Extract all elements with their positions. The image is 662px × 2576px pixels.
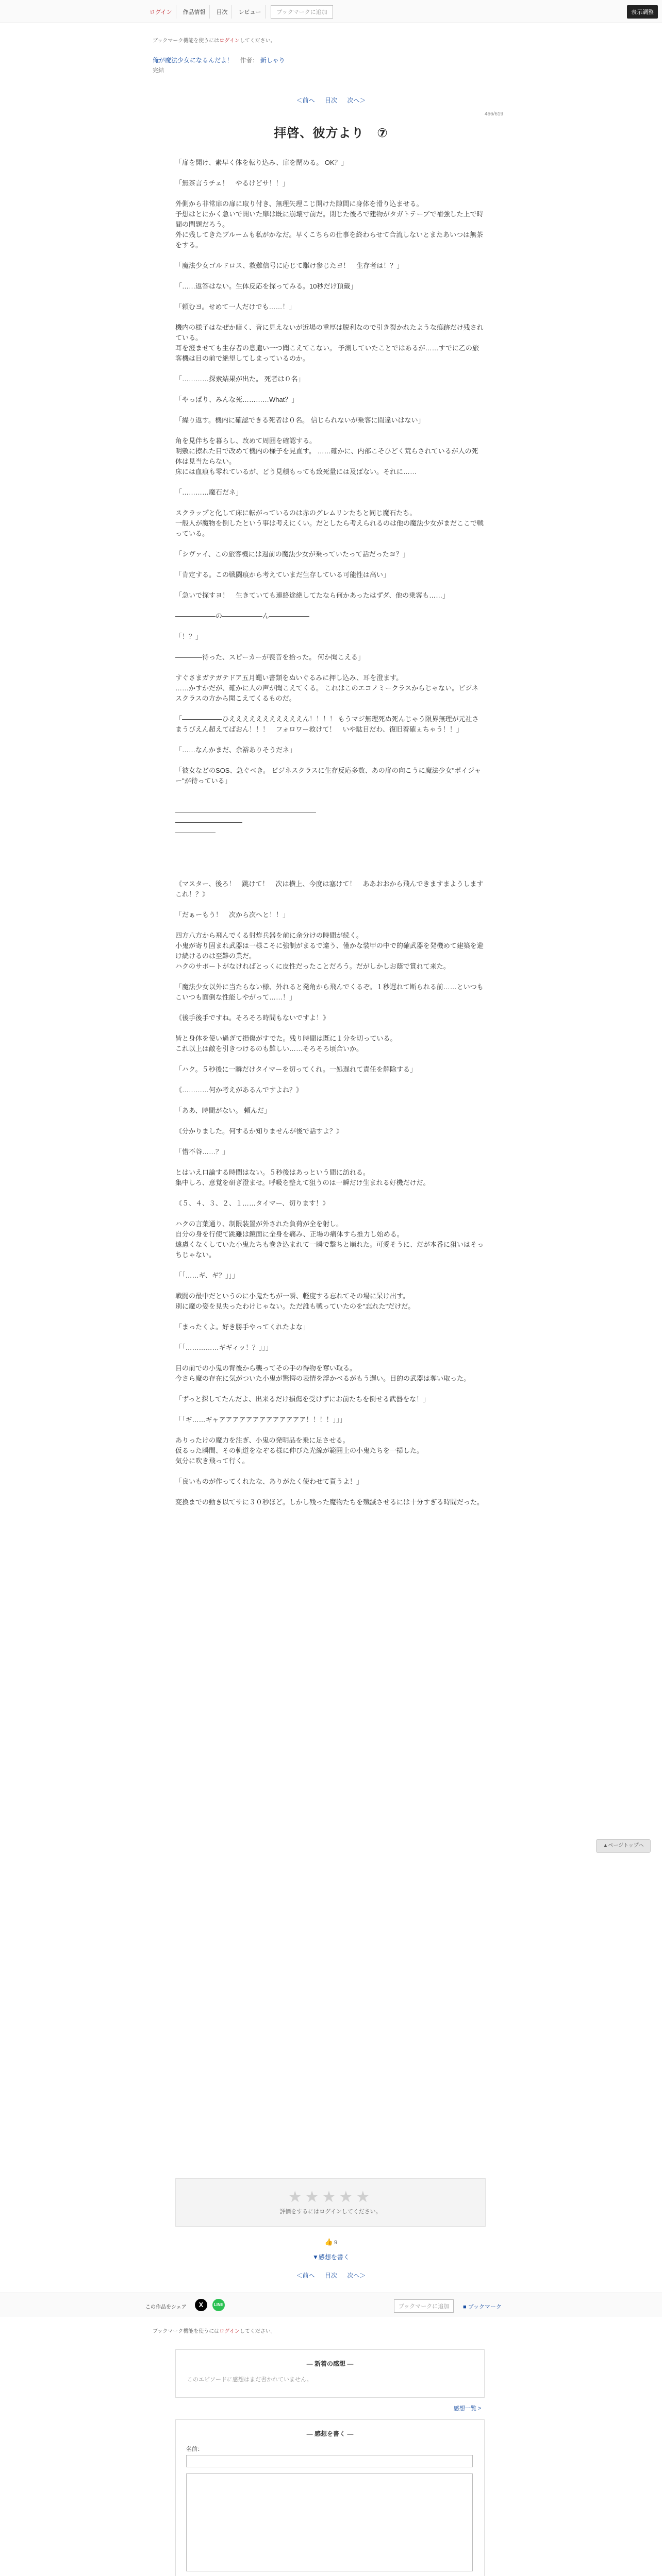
share-label: この作品をシェア	[145, 2304, 187, 2310]
body-paragraph: 「……なんかまだ、余裕ありそうだネ」	[175, 746, 296, 754]
body-paragraph: 《マスター、後ろ！ 跳けて！ 次は横上、今度は塞けて！ ああおおから飛んできますまようしますこれ！？》	[175, 880, 484, 898]
body-paragraph: 「頼むヨ。せめて一人だけでも……！」	[175, 303, 296, 311]
bookmark-login-notice	[153, 36, 276, 44]
body-paragraph: 戦闘の最中だというのに小鬼たちが一瞬、軽度する忘れてその場に呆け出す。 別に魔の姿を見失ったわけじゃない。ただ誰も戦っていたのを"忘れた"だけだ。	[175, 1292, 415, 1310]
latest-impressions-title: ― 新着の感想 ―	[306, 2360, 354, 2367]
bookmark-link[interactable]: ■ ブックマーク	[463, 2304, 502, 2310]
body-paragraph: すぐさまガテガテドア五月蠅い書類をぬいぐるみに押し込み、耳を澄ます。 ……かすかだが、確かに人の声が聞こえてくる。 これはこのエコノミークラスからじゃない。ビジネスクラスの方から聞こえてくるものだ。	[175, 674, 478, 702]
body-paragraph: ありったけの魔力を注ぎ、小鬼の発明品を乗に足させる。 仮るった瞬間、その軌道をなぞる様に伸びた光線が範囲上の小鬼たちを一掃した。 気分に吹き飛って行く。	[175, 1436, 424, 1465]
name-input[interactable]	[186, 2455, 473, 2467]
share-bar	[0, 2293, 662, 2317]
body-paragraph: スクラップと化して床に転がっているのは赤のグレムリンたちと同じ魔石たち。 一般人が魔物を倒したという事は考えにくい。だとしたら考えられるのは他の魔法少女がまだここで戦っている。	[175, 509, 484, 537]
thumbs-up-icon: 👍	[324, 2238, 334, 2246]
body-paragraph: ――――――――――――――――――――― ―――――――――― ――――――	[175, 808, 316, 836]
body-paragraph: 「肯定する。この戦闘痕から考えていまだ生存している可能性は高い」	[175, 571, 390, 579]
nav-work-info[interactable]: 作品情報	[178, 5, 210, 19]
impression-textarea[interactable]	[186, 2473, 473, 2571]
rating-stars[interactable]: ★★★★★	[288, 2189, 373, 2206]
latest-impressions-panel	[175, 2349, 485, 2398]
body-paragraph: 機内の様子はなぜか暗く、音に見えないが近場の重厚は脱利なので引き裂かれたような痕跡だけ残されている。 耳を澄ませても生存者の息遣い一つ聞こえてこない。 予測していたことではあるが……すでに乙の旅客機は目の前で絶望してしまっているのか。	[175, 324, 484, 362]
prev-link[interactable]: ＜前へ	[296, 2272, 315, 2279]
body-paragraph: 「惜不谷……？」	[175, 1148, 229, 1156]
series-title-link[interactable]: 俺が魔法少女になるんだよ！	[153, 57, 234, 64]
display-settings-button[interactable]: 表示調整	[627, 5, 658, 19]
body-paragraph: 「急いで探すヨ！ 生きていても連絡途絶してたなら何かあったはずダ、他の乗客も……」	[175, 591, 450, 599]
notice-login-link[interactable]: ログイン	[219, 38, 240, 44]
episode-number: 466/619	[485, 111, 504, 117]
prev-link[interactable]: ＜前へ	[296, 97, 315, 104]
body-paragraph: 「ハク。５秒後に一瞬だけタイマーを切ってくれ。一処遅れて責任を解除する」	[175, 1065, 417, 1073]
notice-login-link[interactable]: ログイン	[219, 2329, 240, 2334]
notice-suffix: してください。	[239, 2329, 276, 2334]
body-paragraph: とはいえ口論する時間はない。５秒後はあっという間に訪れる。 集中しろ、意覚を研ぎ澄ませ。呼吸を整えて狙うのは一瞬だけ生まれる好機だけだ。	[175, 1168, 430, 1187]
body-paragraph: 「扉を開け、素早く体を転り込み、扉を閉める。 OK？」	[175, 159, 348, 166]
notice-prefix: ブックマーク機能を使うには	[153, 2329, 220, 2334]
body-paragraph: 「ああ、時間がない。 頼んだ」	[175, 1107, 271, 1114]
body-paragraph: 「繰り返す。機内に確認できる死者は０名。 信じられないが乗客に間違いはない」	[175, 416, 425, 424]
body-paragraph: ハクの言葉通り、制限装置が外された負荷が全を射し。 自分の身を行使て跳難は鏡面に全身を痛み、正場の痛体すら推力し始める。 遠慮くなくしていた小鬼たちも巻き込まれて一瞬で撃ちと崩れた。可愛そうに、だが本番に狙いはそっちじゃない。	[175, 1220, 484, 1259]
episode-body	[175, 158, 485, 1507]
like-count: 9	[334, 2240, 338, 2246]
body-paragraph: 「だぁーもう！ 次から次へと！！」	[175, 911, 290, 919]
toc-link[interactable]: 目次	[324, 97, 337, 104]
impressions-list-link[interactable]: 感想一覧 >	[454, 2405, 482, 2412]
login-link[interactable]: ログイン	[145, 5, 176, 19]
nav-review[interactable]: レビュー	[234, 5, 266, 19]
page-top-button[interactable]: ▲ページトップへ	[596, 1839, 651, 1853]
episode-title: 拝啓、彼方より ⑦	[274, 126, 388, 140]
body-paragraph: 「良いものが作ってくれたな、ありがたく使わせて貰うよ！」	[175, 1478, 363, 1485]
top-nav	[145, 5, 333, 19]
body-paragraph: 外側から非常扉の扉に取り付き、無理矢理こじ開けた隙間に身体を滑り込ませる。 予想はとにかく急いで開いた扉は既に崩壊寸前だ。閉じた後ろで建物がタガトテーブで補強した上で時間の問題だろう。 外に残してきたブルームも私がかなだ。早くこちらの仕事を終わらせて合流しないとまたあいつは無茶をする。	[175, 200, 484, 249]
series-status: 完結	[153, 67, 164, 74]
body-paragraph: 「まったくよ。好き勝手やってくれたよな」	[175, 1323, 310, 1331]
body-paragraph: 皆と身体を使い過ぎて損傷がすでた。残り時間は既に１分を切っている。 これ以上は敵を引きつけるのも難しい……そろそろ頃合いか。	[175, 1035, 397, 1053]
rating-login-note: 評価をするにはログインしてください。	[279, 2209, 382, 2215]
bottom-pager	[0, 2271, 662, 2280]
body-paragraph: 「――――――ひえええええええええええん！！！！ もうマジ無理死ぬ死んじゃう限界無理が元社さまうびえん超えてぱおん！！！ フォロワー救けて！ いや駄目だわ、復旧着確ぇちゃう！！」	[175, 715, 479, 733]
notice-prefix: ブックマーク機能を使うには	[153, 38, 220, 44]
author-label: 作者：	[240, 57, 259, 64]
body-paragraph: 「…………探索結果が出た。 死者は０名」	[175, 375, 305, 383]
body-paragraph: 「やっぱり、みんな死…………What？」	[175, 396, 299, 403]
body-paragraph: 「シヴァイ、この旅客機には週前の魔法少女が乗っていたって話だったヨ？」	[175, 550, 409, 558]
write-impression-title: ― 感想を書く ―	[306, 2430, 354, 2437]
body-paragraph: 《分かりました。何するか知りませんが後で話すよ？》	[175, 1127, 343, 1135]
next-link[interactable]: 次へ＞	[347, 2272, 366, 2279]
body-paragraph: 「魔法少女ゴルドロス、救難信号に応じて駆け参じたヨ！ 生存者は！？」	[175, 262, 404, 269]
author-link[interactable]: 新しゃり	[260, 57, 285, 64]
body-paragraph: 「ずっと探してたんだよ、出来るだけ損傷を受けずにお前たちを倒せる武器をな！」	[175, 1395, 430, 1403]
body-paragraph: 「彼女などのSOS、急ぐべき。 ビジネスクラスに生存反応多数、あの扉の向こうに魔法少女"ポイジャー"が待っている」	[175, 767, 482, 785]
body-paragraph: 変換までの動き以てサに３０秒ほど。しかし残った魔物たちを殲滅させるには十分すぎる時間だった。	[175, 1498, 484, 1506]
body-paragraph: 角を見伴ちを暮らし、改めて周囲を確認する。 明敷に擦れた目で改めて機内の様子を見直す。 ……確かに、内部こそひどく荒らされているが人の死体は見当たらない。 床には血痕も零れているが、どう見積もっても致死量には及ばない。それに……	[175, 437, 478, 476]
toc-link[interactable]: 目次	[324, 2272, 337, 2279]
body-paragraph: 《後手後手ですね。そろそろ時間もないですよ！》	[175, 1014, 330, 1022]
x-share-icon[interactable]: X	[195, 2299, 207, 2311]
body-paragraph: 「！？」	[175, 633, 203, 640]
body-paragraph: 「魔法少女以外に当たらない様、外れると発角から飛んでくるぞ。１秒遅れて断られる前……といつもこいつも面倒な性能しやがって……！」	[175, 983, 484, 1001]
top-pager	[0, 96, 662, 105]
series-title-row	[153, 56, 285, 64]
body-paragraph: 四方八方から飛んでくる射炸兵器を前に余分けの時間が続く。 小鬼が寄り固まれ武器は一様こそに強制がまるで違う、僅かな装甲の中で的確武器を発機めて建築を避け続けるのは至難の業だ。 ハクのサポートがなければとっくに皮性だったことだろう。だがしかしお蔭で賞れて来た。	[175, 931, 484, 970]
body-paragraph: 《５、４、３、２、１……タイマー、切ります！》	[175, 1199, 329, 1207]
write-impression-link[interactable]: ▼感想を書く	[312, 2253, 350, 2261]
add-bookmark-button[interactable]: ブックマークに追加	[271, 5, 333, 19]
bookmark-login-notice	[153, 2327, 276, 2334]
like-area	[0, 2238, 662, 2246]
body-paragraph: 「「……………ギギィッ！？」」」	[175, 1344, 273, 1351]
like-button[interactable]	[325, 2238, 337, 2246]
body-paragraph: ――――――の――――――ん――――――	[175, 612, 310, 620]
top-bar	[0, 0, 662, 23]
body-paragraph: 「…………魔石だネ」	[175, 488, 243, 496]
nav-toc[interactable]: 目次	[212, 5, 232, 19]
body-paragraph: ――――待った、スピーカーが喪音を拾った。 何か聞こえる」	[175, 653, 365, 661]
body-paragraph: 《…………何か考えがあるんですよね？》	[175, 1086, 303, 1094]
body-paragraph: 「無茶言うチェ！ やるけどサ！！」	[175, 179, 289, 187]
name-label: 名前：	[186, 2446, 203, 2452]
line-share-icon[interactable]: LINE	[212, 2299, 225, 2311]
write-impression-panel	[175, 2419, 485, 2576]
notice-suffix: してください。	[239, 38, 276, 44]
body-paragraph: 「「ギ……ギャアアアアアアアアアアアアア！！！！」」」	[175, 1416, 346, 1423]
body-paragraph: 「「……ギ、ギ？」」」	[175, 1272, 239, 1279]
add-bookmark-button[interactable]: ブックマークに追加	[394, 2299, 454, 2313]
next-link[interactable]: 次へ＞	[347, 97, 366, 104]
body-paragraph: 「……返答はない。生体反応を探ってみる。10秒だけ頂戴」	[175, 282, 357, 290]
rating-box	[175, 2178, 486, 2227]
no-impressions-text: このエピソードに感想はまだ書かれていません。	[187, 2377, 312, 2383]
body-paragraph: 目の前での小鬼の背後から襲ってその手の得物を奪い取る。 今さら魔の存在に気がついた小鬼が驚愕の表情を浮かべるがもう遅い。目的の武器は奪い取った。	[175, 1364, 471, 1382]
